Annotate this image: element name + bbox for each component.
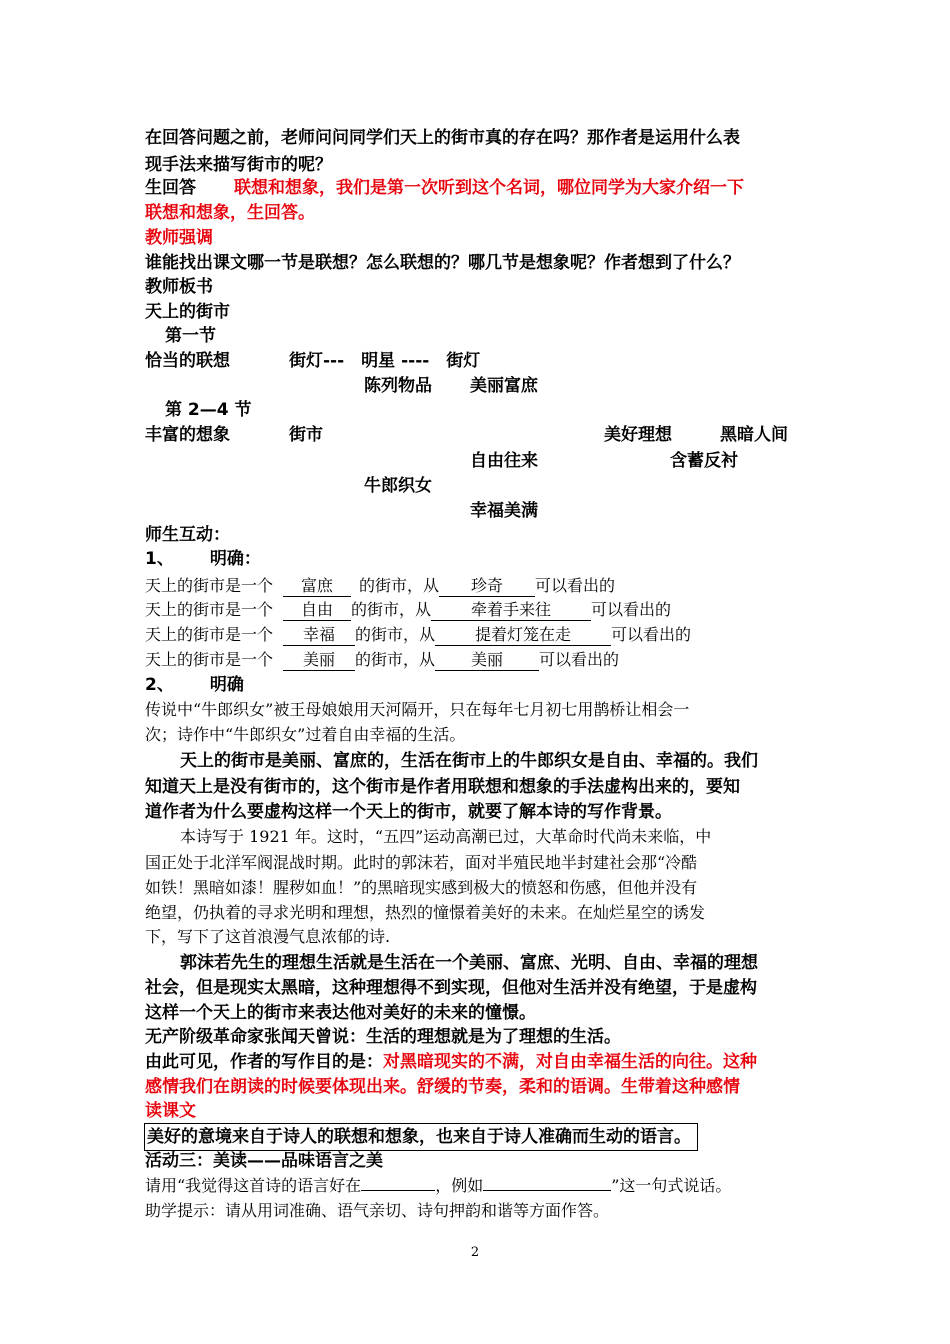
background-line: 本诗写于 1921 年。这时，“五四”运动高潮已过，大革命时代尚未来临，中: [180, 827, 712, 846]
emphasis-text: 联想和想象，我们是第一次听到这个名词，哪位同学为大家介绍一下: [234, 178, 744, 198]
board-item: 黑暗人间: [720, 425, 788, 445]
text-line: 现手法来描写街市的呢？: [145, 155, 332, 175]
quote-line: 无产阶级革命家张闻天曾说：生活的理想就是为了理想的生活。: [145, 1027, 621, 1047]
answer-blank: 牵着手来往: [431, 600, 591, 621]
board-title: 天上的街市: [145, 302, 230, 322]
board-item: 街市: [289, 425, 323, 445]
text-line: 在回答问题之前，老师问问同学们天上的街市真的存在吗？那作者是运用什么表: [145, 128, 740, 148]
emphasis-text: 读课文: [145, 1101, 196, 1121]
emphasis-text: 对黑暗现实的不满，对自由幸福生活的向往。这种: [383, 1052, 757, 1072]
student-answer-label: 生回答: [145, 178, 196, 198]
board-items: 美丽富庶: [470, 376, 538, 396]
list-item-heading: 1、 明确：: [145, 549, 261, 569]
paragraph-line: 天上的街市是美丽、富庶的，生活在街市上的牛郎织女是自由、幸福的。我们: [180, 751, 758, 771]
hint-line: 助学提示：请从用词准确、语气亲切、诗句押韵和谐等方面作答。: [145, 1201, 610, 1220]
paragraph-line: 社会，但是现实太黑暗，这种理想得不到实现，但他对生活并没有绝望，于是虚构: [145, 978, 757, 998]
emphasis-text: 教师强调: [145, 228, 213, 248]
background-line: 下，写下了这首浪漫气息浓郁的诗.: [145, 927, 391, 946]
paragraph-line: 由此可见，作者的写作目的是：对黑暗现实的不满，对自由幸福生活的向往。这种: [145, 1052, 757, 1072]
paragraph-line: 这样一个天上的街市来表达他对美好的未来的憧憬。: [145, 1003, 536, 1023]
text-line: 教师板书: [145, 277, 213, 297]
answer-blank: [483, 1190, 611, 1191]
answer-blank: 美丽: [435, 650, 539, 671]
answer-blank: 提着灯笼在走: [435, 625, 611, 646]
answer-blank: 幸福: [283, 625, 355, 646]
fill-in-row: 天上的街市是一个 美丽 的街市，从 美丽 可以看出的: [145, 650, 620, 669]
answer-blank: 自由: [283, 600, 351, 621]
fill-in-row: 天上的街市是一个 富庶 的街市，从 珍奇 可以看出的: [145, 576, 616, 595]
background-line: 如铁！黑暗如漆！腥秽如血！”的黑暗现实感到极大的愤怒和伤感，但他并没有: [145, 878, 698, 897]
answer-blank: 美丽: [283, 650, 355, 671]
text-line: [145, 175, 744, 201]
answer-blank: 富庶: [283, 576, 351, 597]
board-item: 幸福美满: [470, 501, 538, 521]
board-item: 自由往来: [470, 451, 538, 471]
background-line: 绝望，仍执着的寻求光明和理想，热烈的憧憬着美好的未来。在灿烂星空的诱发: [145, 903, 706, 922]
answer-blank: [361, 1190, 435, 1191]
fill-in-row: 天上的街市是一个 自由 的街市，从 牵着手来往 可以看出的: [145, 600, 672, 619]
text-line: 传说中“牛郎织女”被王母娘娘用天河隔开，只在每年七月初七用鹊桥让相会一: [145, 700, 690, 719]
text-line: 次；诗作中“牛郎织女”过着自由幸福的生活。: [145, 725, 466, 744]
list-item-heading: 2、 明确: [145, 675, 244, 695]
board-imag-label: 丰富的想象: [145, 425, 230, 445]
background-line: 国正处于北洋军阀混战时期。此时的郭沫若，面对半殖民地半封建社会那“冷酷: [145, 853, 698, 872]
emphasis-text: 感情我们在朗读的时候要体现出来。舒缓的节奏，柔和的语调。生带着这种感情: [145, 1077, 740, 1097]
paragraph-line: 郭沫若先生的理想生活就是生活在一个美丽、富庶、光明、自由、幸福的理想: [180, 953, 758, 973]
emphasis-text: 联想和想象，生回答。: [145, 203, 315, 223]
section-heading: 师生互动：: [145, 525, 230, 545]
board-item: 美好理想: [604, 425, 672, 445]
board-items: 陈列物品: [364, 376, 432, 396]
text-line: 谁能找出课文哪一节是联想？怎么联想的？哪几节是想象呢？作者想到了什么？: [145, 253, 740, 273]
board-assoc-label: 恰当的联想: [145, 351, 230, 371]
section-label: 第一节: [165, 326, 216, 346]
paragraph-line: 道作者为什么要虚构这样一个天上的街市，就要了解本诗的写作背景。: [145, 802, 672, 822]
board-assoc-chain: 街灯--- 明星 ---- 街灯: [289, 351, 481, 371]
section-label: 第 2—4 节: [165, 400, 252, 420]
paragraph-line: 知道天上是没有街市的，这个街市是作者用联想和想象的手法虚构出来的，要知: [145, 777, 740, 797]
prompt-line: 请用“我觉得这首诗的语言好在 ，例如 ”这一句式说话。: [145, 1176, 732, 1195]
page-number: 2: [470, 1245, 480, 1260]
activity-heading: 活动三：美读——品味语言之美: [145, 1151, 383, 1171]
board-item: 含蓄反衬: [670, 451, 738, 471]
board-item: 牛郎织女: [364, 476, 432, 496]
boxed-summary: 美好的意境来自于诗人的联想和想象，也来自于诗人准确而生动的语言。: [144, 1123, 698, 1151]
answer-blank: 珍奇: [439, 576, 535, 597]
fill-in-row: 天上的街市是一个 幸福 的街市，从 提着灯笼在走 可以看出的: [145, 625, 692, 644]
